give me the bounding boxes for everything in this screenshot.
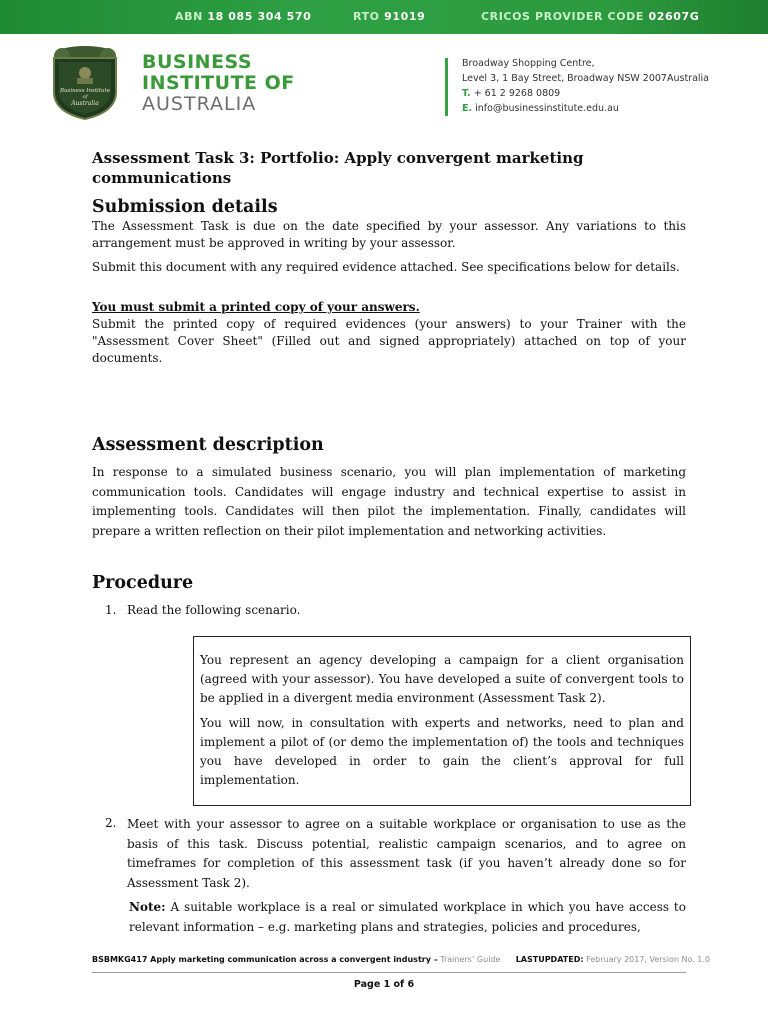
- step-1-number: 1.: [105, 603, 117, 617]
- scenario-p2: You will now, in consultation with experts and networks, need to plan and implement a pilot of (or demo the implementation of) the tools and techniques you have developed in order to gain the client’s approval for full implementation.: [200, 716, 684, 787]
- task-title: Assessment Task 3: Portfolio: Apply convergent marketing communications: [92, 149, 584, 187]
- rto: RTO 91019: [353, 10, 426, 23]
- description-heading: Assessment description: [92, 435, 324, 455]
- brand-line-1: BUSINESS: [142, 51, 253, 73]
- scenario-p1: You represent an agency developing a campaign for a client organisation (agreed with your assessor). You have developed a suite of convergent tools to be applied in a divergent media environment (Assessment Task 2).: [200, 653, 684, 705]
- email: E. info@businessinstitute.edu.au: [462, 103, 619, 114]
- step-2-text: Meet with your assessor to agree on a suitable workplace or organisation to use as the basis of this task. Discuss potential, realistic campaign scenarios, and to agree on timeframes for completion of this assessment task (if you haven’t already done so for Assessment Task 2).: [127, 817, 686, 890]
- submission-p3: Submit the printed copy of required evidences (your answers) to your Trainer with the "Assessment Cover Sheet" (Filled out and signed appropriately) attached on top of your documents.: [92, 317, 686, 365]
- svg-text:Business Institute: Business Institute: [59, 88, 111, 94]
- top-banner: [0, 0, 768, 34]
- note-text: Note: A suitable workplace is a real or simulated workplace in which you have access to relevant information – e.g. marketing plans and strategies, policies and procedures,: [129, 900, 686, 934]
- header-divider: [445, 58, 448, 116]
- step-2-number: 2.: [105, 816, 117, 830]
- page-number: Page 1 of 6: [353, 979, 415, 990]
- description-text: In response to a simulated business scenario, you will plan implementation of marketing communication tools. Candidates will engage industry and technical expertise to assist in implementing tools. Candidates will then pilot the implementation. Finally, candidates will prepare a written reflection on their pilot implementation and networking activities.: [92, 465, 686, 538]
- svg-text:of: of: [82, 94, 88, 100]
- submission-p2: Submit this document with any required evidence attached. See specifications below for details.: [92, 260, 680, 274]
- svg-text:Australia: Australia: [71, 100, 99, 107]
- footer-divider: [92, 972, 686, 973]
- submission-p1: The Assessment Task is due on the date specified by your assessor. Any variations to this arrangement must be approved in writing by your assessor.: [92, 219, 686, 250]
- address-line-2: Level 3, 1 Bay Street, Broadway NSW 2007Australia: [462, 73, 709, 84]
- address-line-1: Broadway Shopping Centre,: [462, 58, 595, 69]
- step-1-text: Read the following scenario.: [127, 603, 301, 617]
- phone: T. + 61 2 9268 0809: [462, 88, 561, 99]
- scenario-box: [193, 636, 691, 806]
- submission-emphasis: You must submit a printed copy of your answers.: [92, 300, 420, 314]
- cricos: CRICOS PROVIDER CODE 02607G: [481, 10, 700, 23]
- contact-address: [462, 56, 709, 116]
- brand-line-3: AUSTRALIA: [142, 93, 257, 115]
- footer-course-line: BSBMKG417 Apply marketing communication across a convergent industry – Trainers’ Guide LASTUPDATED: February 2017, Version No. 1.0: [92, 955, 711, 964]
- abn: ABN 18 085 304 570: [175, 10, 312, 23]
- brand-wordmark: [142, 52, 295, 115]
- crest-logo-icon: [44, 44, 126, 120]
- procedure-heading: Procedure: [92, 573, 194, 593]
- brand-line-2: INSTITUTE OF: [142, 72, 295, 94]
- submission-heading: Submission details: [92, 197, 278, 217]
